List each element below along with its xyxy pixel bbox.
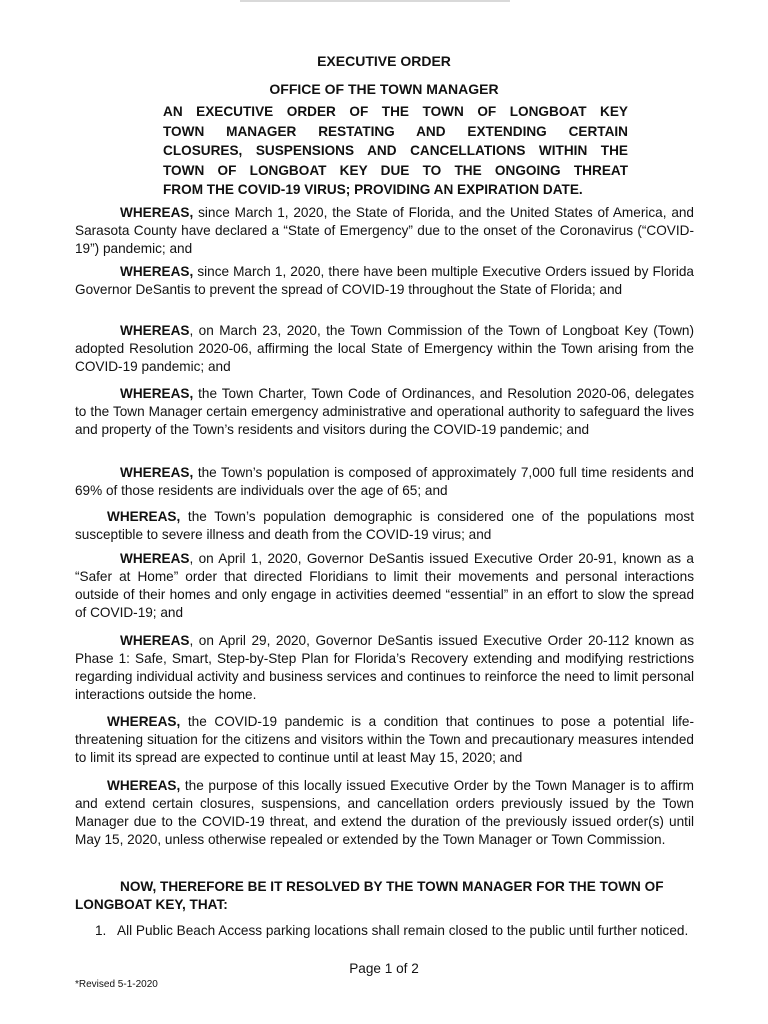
whereas-paragraph — [75, 550, 694, 622]
whereas-label: WHEREAS, — [107, 714, 181, 729]
list-item-text: All Public Beach Access parking locations shall remain closed to the public until further noticed. — [117, 923, 689, 938]
paragraph-text: the purpose of this locally issued Executive Order by the Town Manager is to affirm and extend certain closures, suspensions, and cancellation orders previously issued by the Town Manager due to the COVID-19 threat, and extend the duration of the previously issued order(s) until May 15, 2020, unless otherwise repealed or extended by the Town Manager or Town Commission. — [75, 778, 694, 847]
paragraph-text: the Town’s population demographic is considered one of the populations most susceptible to severe illness and death from the COVID-19 virus; and — [75, 509, 694, 542]
whereas-label: WHEREAS, — [107, 509, 181, 524]
scan-artifact — [240, 0, 510, 2]
paragraph-text: since March 1, 2020, the State of Florida, and the United States of America, and Sarasota County have declared a “State of Emergency” due to the onset of the Coronavirus (“COVID-19”) pandemic; and — [75, 205, 694, 256]
paragraph-text: , on March 23, 2020, the Town Commission of the Town of Longboat Key (Town) adopted Resolution 2020-06, affirming the local State of Emergency within the Town arising from the COVID-19 pandemic; and — [75, 323, 694, 374]
whereas-paragraph — [75, 632, 694, 704]
whereas-paragraph — [75, 385, 694, 439]
title-line: TOWN MANAGER RESTATING AND EXTENDING CERTAIN — [163, 123, 628, 139]
whereas-label: WHEREAS — [120, 551, 190, 566]
paragraph-text: , on April 1, 2020, Governor DeSantis issued Executive Order 20-91, known as a “Safer at Home” order that directed Floridians to limit their movements and personal interactions outside of their homes and only engage in activities deemed “essential” in an effort to slow the spread of COVID-19; and — [75, 551, 694, 620]
whereas-label: WHEREAS, — [120, 465, 194, 480]
whereas-paragraph — [75, 322, 694, 376]
whereas-paragraph — [75, 713, 694, 767]
revised-note: *Revised 5-1-2020 — [75, 979, 158, 990]
list-item-number: 1. — [95, 923, 107, 938]
order-title — [163, 102, 628, 200]
paragraph-text: since March 1, 2020, there have been multiple Executive Orders issued by Florida Governor DeSantis to prevent the spread of COVID-19 throughout the State of Florida; and — [75, 264, 694, 297]
whereas-label: WHEREAS — [120, 323, 190, 338]
whereas-paragraph — [75, 263, 694, 299]
paragraph-text: the Town Charter, Town Code of Ordinances, and Resolution 2020-06, delegates to the Town Manager certain emergency administrative and operational authority to safeguard the lives and property of the Town’s residents and visitors during the COVID-19 pandemic; and — [75, 386, 694, 437]
title-line: FROM THE COVID-19 VIRUS; PROVIDING AN EXPIRATION DATE. — [163, 182, 583, 197]
paragraph-text: the Town’s population is composed of approximately 7,000 full time residents and 69% of those residents are individuals over the age of 65; and — [75, 465, 694, 498]
whereas-paragraph — [75, 464, 694, 500]
paragraph-text: , on April 29, 2020, Governor DeSantis issued Executive Order 20-112 known as Phase 1: Safe, Smart, Step-by-Step Plan for Florida’s Recovery extending and modifying restrictions regarding individual activity and business services and continues to reinforce the need to limit personal interactions outside the home. — [75, 633, 694, 702]
order-list — [95, 922, 695, 940]
whereas-label: WHEREAS — [120, 633, 190, 648]
document-subheading: OFFICE OF THE TOWN MANAGER — [269, 81, 499, 97]
resolved-clause: NOW, THEREFORE BE IT RESOLVED BY THE TOWN MANAGER FOR THE TOWN OF LONGBOAT KEY, THAT: — [75, 879, 664, 912]
whereas-label: WHEREAS, — [107, 778, 181, 793]
whereas-label: WHEREAS, — [120, 205, 194, 220]
title-line: TOWN OF LONGBOAT KEY DUE TO THE ONGOING THREAT — [163, 162, 628, 178]
whereas-label: WHEREAS, — [120, 264, 194, 279]
list-item — [95, 922, 695, 940]
whereas-paragraph — [75, 777, 694, 849]
paragraph-text: the COVID-19 pandemic is a condition that continues to pose a potential life-threatening situation for the citizens and visitors within the Town and precautionary measures intended to limit its spread are expected to continue until at least May 15, 2020; and — [75, 714, 694, 765]
whereas-paragraph — [75, 204, 694, 258]
page-number: Page 1 of 2 — [349, 961, 419, 976]
whereas-paragraph — [75, 508, 694, 544]
document-heading: EXECUTIVE ORDER — [317, 53, 451, 69]
whereas-label: WHEREAS, — [120, 386, 194, 401]
title-line: CLOSURES, SUSPENSIONS AND CANCELLATIONS WITHIN THE — [163, 143, 628, 158]
title-line: AN EXECUTIVE ORDER OF THE TOWN OF LONGBOAT KEY — [163, 104, 628, 119]
